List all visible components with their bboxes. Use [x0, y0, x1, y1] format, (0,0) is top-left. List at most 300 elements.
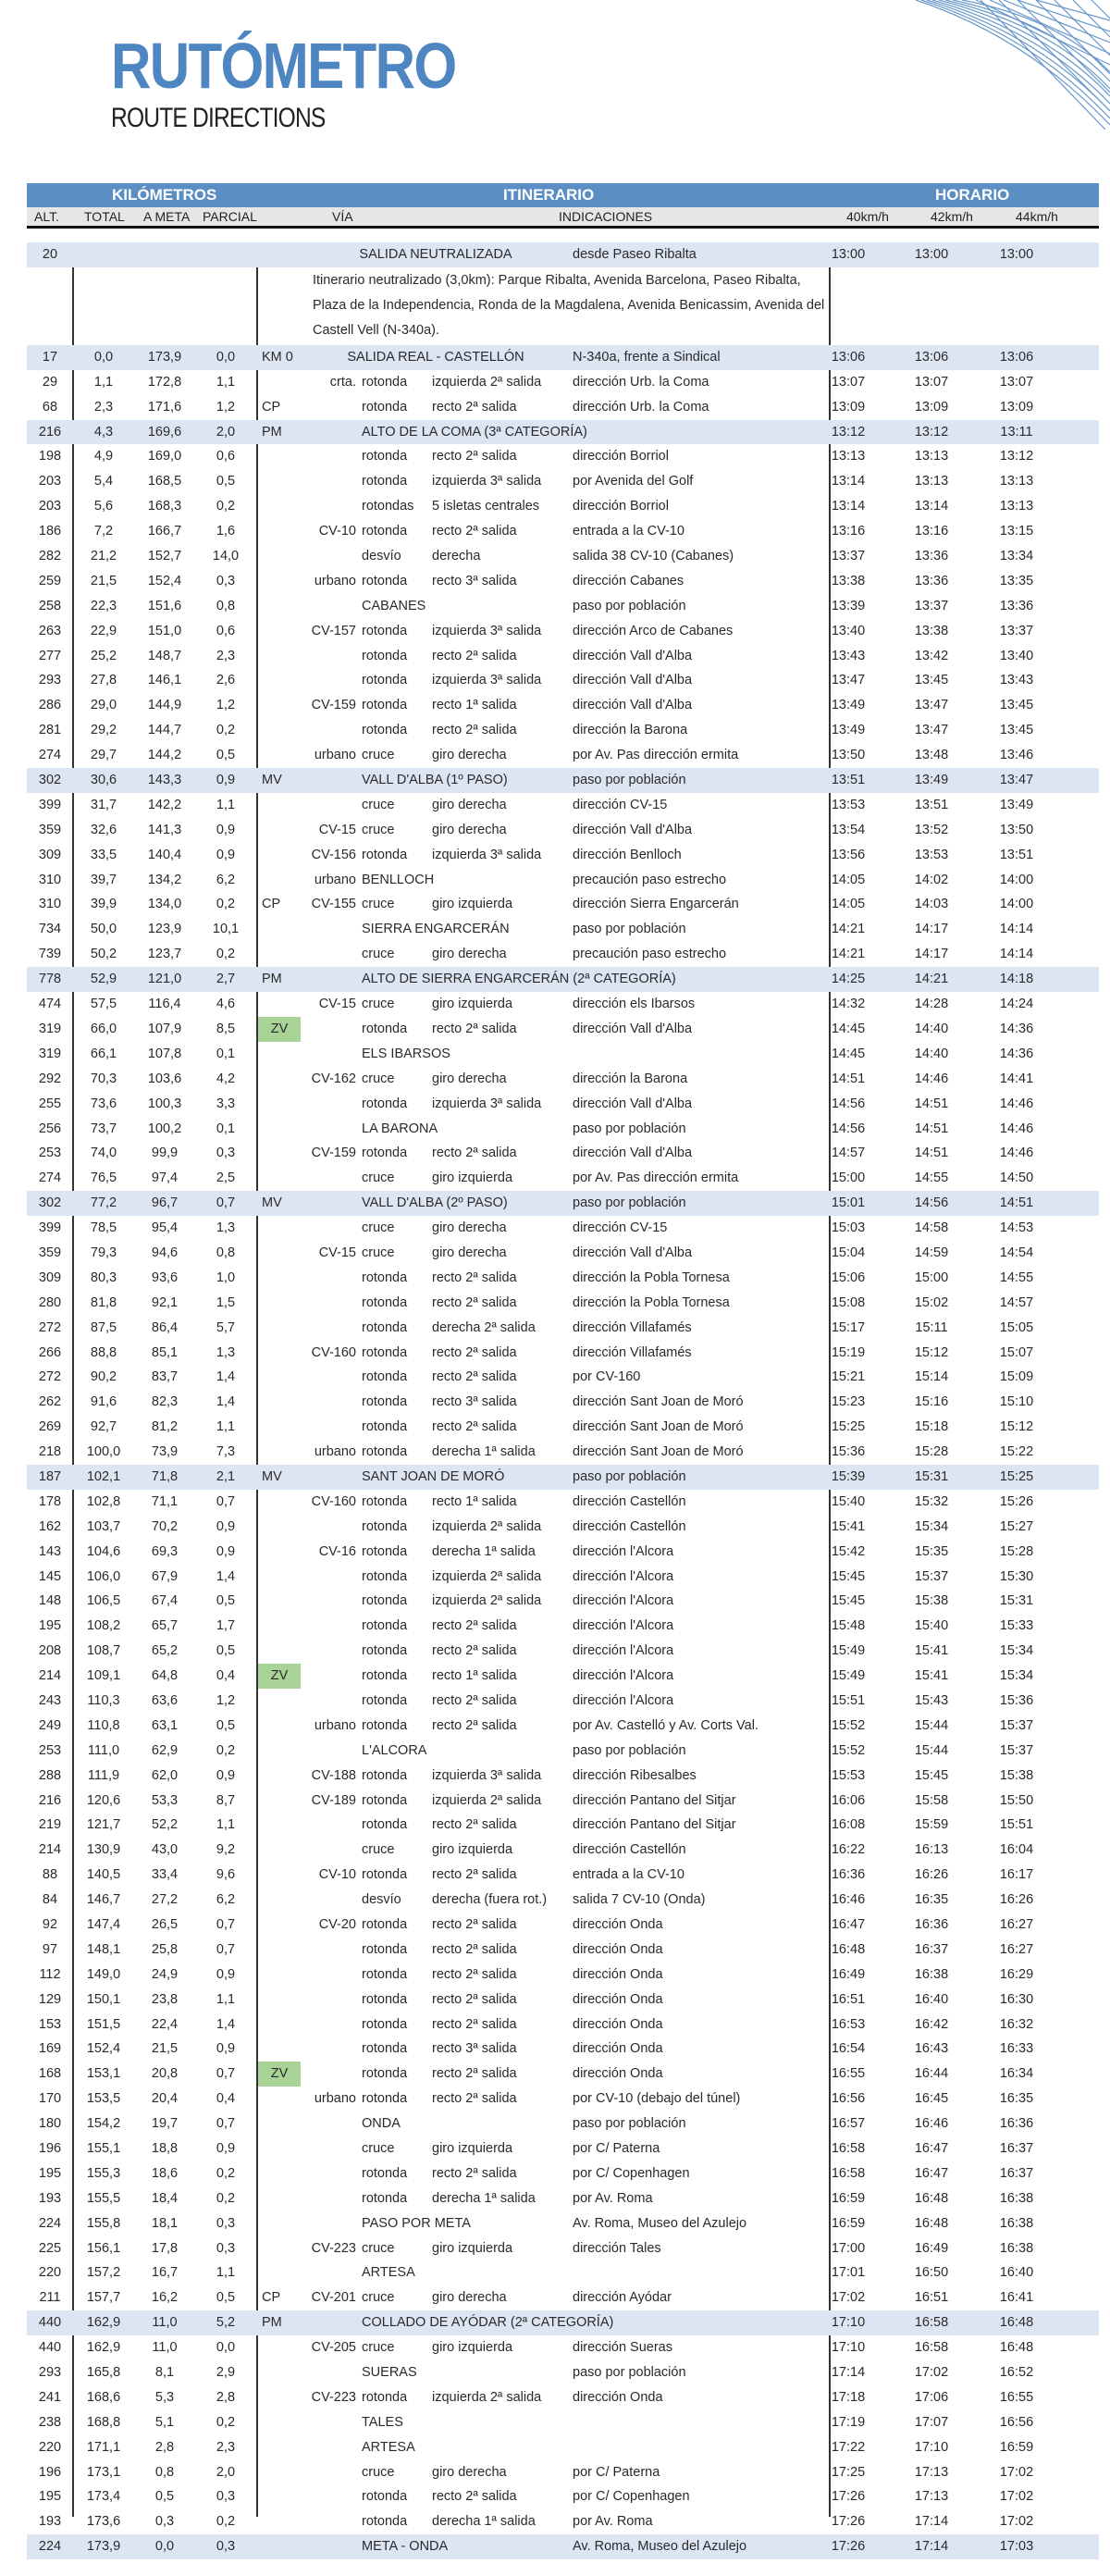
cell-action: giro izquierda — [432, 897, 513, 912]
col-alt: ALT. — [34, 209, 59, 224]
cell-time-44: 13:12 — [999, 449, 1034, 464]
cell-alt: 97 — [42, 1941, 58, 1957]
cell-parcial: 1,1 — [216, 2265, 236, 2281]
table-row — [27, 2186, 1099, 2211]
cell-time-42: 14:51 — [914, 1146, 949, 1161]
table-row — [27, 1639, 1099, 1664]
cell-a-meta: 26,5 — [151, 1917, 179, 1932]
cell-time-40: 17:26 — [831, 2514, 866, 2530]
table-row — [27, 1589, 1099, 1614]
cell-parcial: 2,9 — [216, 2365, 236, 2381]
cell-direction: dirección l'Alcora — [573, 1543, 674, 1559]
cell-alt: 208 — [38, 1643, 62, 1659]
cell-time-44: 14:46 — [999, 1146, 1034, 1161]
cell-alt: 129 — [38, 1991, 62, 2007]
cell-direction: por Av. Roma — [573, 2190, 653, 2206]
cell-a-meta: 123,9 — [147, 922, 182, 937]
cell-a-meta: 0,8 — [154, 2464, 175, 2480]
cell-type: rotonda — [362, 1941, 408, 1957]
table-row — [27, 544, 1099, 569]
cell-parcial: 0,3 — [216, 573, 236, 588]
cell-a-meta: 16,2 — [151, 2290, 179, 2306]
cell-time-44: 13:51 — [999, 847, 1034, 862]
cell-total: 87,5 — [90, 1319, 117, 1335]
cell-a-meta: 82,3 — [151, 1394, 179, 1410]
cell-alt: 203 — [38, 474, 62, 489]
cell-total: 151,5 — [86, 2016, 121, 2032]
cell-total: 100,0 — [86, 1444, 121, 1460]
table-row — [27, 1440, 1099, 1465]
cell-a-meta: 65,2 — [151, 1643, 179, 1659]
cell-time-40: 16:58 — [831, 2141, 866, 2157]
cell-time-40: 15:48 — [831, 1618, 866, 1634]
table-row — [27, 892, 1099, 917]
cell-time-44: 15:34 — [999, 1643, 1034, 1659]
cell-time-40: 14:45 — [831, 1046, 866, 1061]
cell-time-44: 15:30 — [999, 1568, 1034, 1584]
cell-alt: 272 — [38, 1369, 62, 1385]
cell-time-40: 16:58 — [831, 2165, 866, 2181]
cell-time-40: 17:26 — [831, 2539, 866, 2555]
cell-action: recto 2ª salida — [432, 1941, 517, 1957]
cell-a-meta: 27,2 — [151, 1892, 179, 1908]
cell-time-44: 13:37 — [999, 623, 1034, 638]
cell-time-44: 14:18 — [999, 972, 1034, 987]
cell-action: izquierda 3ª salida — [432, 474, 542, 489]
cell-direction: dirección Arco de Cabanes — [573, 623, 734, 638]
table-row — [27, 1166, 1099, 1191]
col-via: VÍA — [332, 209, 353, 224]
cell-time-44: 14:53 — [999, 1220, 1034, 1236]
cell-type: cruce — [362, 748, 395, 763]
table-row — [27, 2385, 1099, 2410]
cell-alt: 220 — [38, 2265, 62, 2281]
cell-type: rotonda — [362, 723, 408, 738]
cell-time-40: 15:51 — [831, 1692, 866, 1708]
cell-time-40: 16:06 — [831, 1792, 866, 1808]
cell-parcial: 0,5 — [216, 1593, 236, 1609]
cell-parcial: 0,6 — [216, 449, 236, 464]
table-row — [27, 693, 1099, 718]
cell-total: 27,8 — [90, 673, 117, 688]
cell-time-42: 15:32 — [914, 1493, 949, 1509]
cell-landmark: SIERRA ENGARCERÁN — [362, 922, 510, 937]
cell-time-42: 13:14 — [914, 499, 949, 514]
table-row — [27, 1092, 1099, 1117]
cell-alt: 169 — [38, 2041, 62, 2057]
cell-alt: 225 — [38, 2240, 62, 2256]
cell-time-42: 15:02 — [914, 1294, 949, 1310]
cell-alt: 249 — [38, 1717, 62, 1733]
table-row — [27, 594, 1099, 619]
cell-time-44: 15:33 — [999, 1618, 1034, 1634]
cell-time-44: 13:45 — [999, 698, 1034, 713]
cell-type: rotonda — [362, 524, 408, 539]
table-row — [27, 519, 1099, 544]
cell-time-42: 16:50 — [914, 2265, 949, 2281]
header-divider — [27, 226, 1099, 229]
cell-direction: dirección l'Alcora — [573, 1643, 674, 1659]
cell-total: 108,2 — [86, 1618, 121, 1634]
cell-time-44: 15:10 — [999, 1394, 1034, 1410]
cell-direction: N-340a, frente a Sindical — [573, 349, 721, 365]
cell-action: recto 2ª salida — [432, 2016, 517, 2032]
cell-a-meta: 141,3 — [147, 822, 182, 837]
cell-total: 21,2 — [90, 549, 117, 564]
cell-total: 106,0 — [86, 1568, 121, 1584]
cell-a-meta: 64,8 — [151, 1668, 179, 1684]
cell-parcial: 0,4 — [216, 1668, 236, 1684]
cell-time-44: 14:36 — [999, 1021, 1034, 1036]
col-indicaciones: INDICACIONES — [559, 209, 653, 224]
cell-time-44: 14:41 — [999, 1071, 1034, 1086]
cell-time-42: 13:47 — [914, 698, 949, 713]
cell-parcial: 0,2 — [216, 2514, 236, 2530]
cell-action: izquierda 2ª salida — [432, 2389, 542, 2405]
cell-action: izquierda 2ª salida — [432, 1518, 542, 1534]
cell-type: rotonda — [362, 1966, 408, 1982]
cell-action: recto 1ª salida — [432, 1668, 517, 1684]
cell-alt: 263 — [38, 623, 62, 638]
cell-parcial: 0,2 — [216, 947, 236, 962]
cell-a-meta: 23,8 — [151, 1991, 179, 2007]
table-row — [27, 1963, 1099, 1988]
cell-action: derecha — [432, 549, 481, 564]
cell-alt: 440 — [38, 2315, 62, 2331]
cell-alt: 243 — [38, 1692, 62, 1708]
cell-alt: 266 — [38, 1344, 62, 1360]
cell-parcial: 0,9 — [216, 2041, 236, 2057]
cell-time-42: 13:47 — [914, 723, 949, 738]
cell-a-meta: 85,1 — [151, 1344, 179, 1360]
cell-total: 102,8 — [86, 1493, 121, 1509]
cell-total: 173,1 — [86, 2464, 121, 2480]
cell-total: 155,1 — [86, 2141, 121, 2157]
cell-direction: dirección Villafamés — [573, 1319, 692, 1335]
cell-direction: entrada a la CV-10 — [573, 524, 684, 539]
cell-time-40: 17:01 — [831, 2265, 866, 2281]
cell-time-44: 16:36 — [999, 2116, 1034, 2132]
cell-parcial: 0,7 — [216, 2116, 236, 2132]
cell-action: recto 2ª salida — [432, 1966, 517, 1982]
cell-alt: 241 — [38, 2389, 62, 2405]
cell-direction: dirección l'Alcora — [573, 1593, 674, 1609]
cell-type: cruce — [362, 1220, 395, 1236]
cell-total: 91,6 — [90, 1394, 117, 1410]
table-row — [27, 2509, 1099, 2534]
cell-action: giro izquierda — [432, 997, 513, 1012]
cell-total: 81,8 — [90, 1294, 117, 1310]
cell-type: rotonda — [362, 374, 408, 390]
cell-total: 111,9 — [87, 1767, 120, 1783]
cell-via: urbano — [314, 1717, 356, 1733]
cell-type: rotonda — [362, 1792, 408, 1808]
cell-alt: 224 — [38, 2215, 62, 2231]
cell-marker: PM — [262, 972, 282, 987]
cell-time-42: 15:41 — [914, 1643, 949, 1659]
cell-alt: 281 — [38, 723, 62, 738]
cell-parcial: 0,2 — [216, 2165, 236, 2181]
table-row — [27, 1565, 1099, 1590]
cell-action: recto 2ª salida — [432, 399, 517, 415]
cell-direction: dirección Sant Joan de Moró — [573, 1444, 744, 1460]
table-row — [27, 2410, 1099, 2435]
cell-a-meta: 169,6 — [147, 424, 182, 440]
cell-a-meta: 134,2 — [147, 872, 182, 887]
cell-alt: 399 — [38, 797, 62, 812]
cell-time-44: 15:09 — [999, 1369, 1034, 1385]
cell-time-40: 13:07 — [831, 374, 866, 390]
cell-alt: 211 — [39, 2290, 61, 2306]
cell-time-44: 13:36 — [999, 598, 1034, 613]
cell-total: 109,1 — [86, 1668, 121, 1684]
table-row — [27, 1316, 1099, 1341]
cell-via: CV-155 — [311, 897, 356, 912]
cell-total: 73,6 — [90, 1096, 117, 1111]
cell-type: rotonda — [362, 1817, 408, 1833]
cell-time-42: 15:44 — [914, 1742, 949, 1758]
cell-via: urbano — [314, 748, 356, 763]
table-row — [27, 2062, 1099, 2087]
cell-time-44: 16:33 — [999, 2041, 1034, 2057]
cell-total: 77,2 — [90, 1195, 117, 1211]
cell-time-42: 15:31 — [914, 1468, 949, 1484]
cell-time-42: 16:40 — [914, 1991, 949, 2007]
cell-time-40: 17:00 — [831, 2240, 866, 2256]
cell-a-meta: 134,0 — [147, 897, 182, 912]
cell-action: recto 2ª salida — [432, 2165, 517, 2181]
cell-total: 111,0 — [87, 1742, 120, 1758]
cell-a-meta: 151,0 — [147, 623, 182, 638]
cell-parcial: 0,7 — [216, 1195, 236, 1211]
cell-alt: 143 — [38, 1543, 62, 1559]
cell-landmark: META - ONDA — [362, 2539, 449, 2555]
cell-parcial: 6,2 — [216, 872, 236, 887]
cell-direction: desde Paseo Ribalta — [573, 247, 697, 262]
cell-type: desvío — [362, 549, 401, 564]
cell-alt: 92 — [42, 1917, 58, 1932]
cell-total: 110,8 — [87, 1717, 120, 1733]
cell-landmark: COLLADO DE AYÓDAR (2ª CATEGORÍA) — [362, 2315, 614, 2331]
cell-time-44: 15:50 — [999, 1792, 1034, 1808]
cell-time-42: 13:49 — [914, 773, 949, 788]
cell-alt: 17 — [42, 349, 58, 365]
cell-direction: dirección CV-15 — [573, 1220, 668, 1236]
cell-parcial: 0,5 — [216, 1643, 236, 1659]
cell-direction: por Av. Pas dirección ermita — [573, 748, 739, 763]
cell-time-42: 16:38 — [914, 1966, 949, 1982]
cell-alt: 238 — [38, 2414, 62, 2430]
cell-type: rotonda — [362, 1344, 408, 1360]
table-row — [27, 1042, 1099, 1067]
cell-direction: dirección Benlloch — [573, 847, 682, 862]
cell-time-44: 16:37 — [999, 2165, 1034, 2181]
cell-via: CV-159 — [311, 1146, 356, 1161]
cell-total: 120,6 — [86, 1792, 121, 1808]
cell-action: giro derecha — [432, 1245, 507, 1260]
cell-via: CV-16 — [318, 1543, 356, 1559]
table-row — [27, 2211, 1099, 2236]
cell-time-42: 15:34 — [914, 1518, 949, 1534]
cell-a-meta: 21,5 — [151, 2041, 179, 2057]
cell-time-40: 13:50 — [831, 748, 866, 763]
cell-action: izquierda 3ª salida — [432, 847, 542, 862]
cell-total: 66,1 — [90, 1046, 117, 1061]
cell-alt: 253 — [38, 1742, 62, 1758]
cell-time-40: 15:04 — [831, 1245, 866, 1260]
cell-parcial: 0,7 — [216, 1917, 236, 1932]
cell-total: 5,6 — [93, 499, 114, 514]
cell-alt: 168 — [38, 2066, 62, 2082]
cell-time-40: 13:38 — [831, 573, 866, 588]
cell-marker: ZV — [258, 2062, 301, 2087]
cell-total: 103,7 — [86, 1518, 121, 1534]
cell-parcial: 0,2 — [216, 723, 236, 738]
cell-landmark: LA BARONA — [362, 1121, 438, 1136]
cell-direction: dirección Vall d'Alba — [573, 698, 693, 713]
cell-type: rotonda — [362, 1493, 408, 1509]
table-row — [27, 843, 1099, 868]
table-row — [27, 2260, 1099, 2285]
table-row — [27, 1540, 1099, 1565]
cell-alt: 196 — [38, 2464, 62, 2480]
cell-time-40: 17:19 — [831, 2414, 866, 2430]
cell-type: rotonda — [362, 1369, 408, 1385]
cell-direction: dirección Ribesalbes — [573, 1767, 697, 1783]
cell-parcial: 1,1 — [216, 1419, 236, 1435]
cell-type: rotonda — [362, 2041, 408, 2057]
decorative-wave-lines-icon — [888, 0, 1110, 130]
table-row — [27, 494, 1099, 519]
cell-time-40: 15:52 — [831, 1742, 866, 1758]
table-row — [27, 395, 1099, 420]
cell-time-40: 15:23 — [831, 1394, 866, 1410]
cell-time-42: 17:13 — [914, 2489, 949, 2505]
cell-alt: 214 — [38, 1842, 62, 1858]
cell-time-42: 16:43 — [914, 2041, 949, 2057]
cell-time-44: 16:34 — [999, 2066, 1034, 2082]
cell-a-meta: 96,7 — [151, 1195, 179, 1211]
cell-direction: dirección Onda — [573, 1941, 663, 1957]
cell-a-meta: 5,1 — [154, 2414, 175, 2430]
cell-time-40: 15:41 — [831, 1518, 866, 1534]
cell-direction: por CV-10 (debajo del túnel) — [573, 2091, 741, 2107]
table-row — [27, 1191, 1099, 1216]
cell-time-40: 15:08 — [831, 1294, 866, 1310]
cell-alt: 310 — [38, 897, 62, 912]
cell-total: 29,0 — [90, 698, 117, 713]
table-row — [27, 345, 1099, 370]
cell-time-42: 16:42 — [914, 2016, 949, 2032]
cell-parcial: 2,3 — [216, 648, 236, 663]
cell-a-meta: 24,9 — [151, 1966, 179, 1982]
cell-parcial: 1,2 — [216, 399, 236, 415]
cell-via: CV-15 — [318, 997, 356, 1012]
cell-total: 162,9 — [86, 2315, 121, 2331]
cell-a-meta: 143,3 — [147, 773, 182, 788]
cell-time-44: 14:46 — [999, 1096, 1034, 1111]
cell-via: urbano — [314, 872, 356, 887]
cell-via: CV-160 — [311, 1344, 356, 1360]
cell-alt: 474 — [38, 997, 62, 1012]
cell-parcial: 2,0 — [216, 2464, 236, 2480]
cell-alt: 195 — [38, 2165, 62, 2181]
cell-total: 173,6 — [86, 2514, 121, 2530]
cell-a-meta: 99,9 — [151, 1146, 179, 1161]
cell-time-40: 15:21 — [831, 1369, 866, 1385]
cell-marker: MV — [262, 773, 282, 788]
cell-time-42: 15:58 — [914, 1792, 949, 1808]
cell-direction: Av. Roma, Museo del Azulejo — [573, 2539, 747, 2555]
cell-total: 162,9 — [86, 2340, 121, 2356]
cell-action: izquierda 3ª salida — [432, 623, 542, 638]
cell-alt: 359 — [38, 1245, 62, 1260]
cell-landmark: SALIDA NEUTRALIZADA — [359, 247, 512, 262]
cell-direction: dirección Sant Joan de Moró — [573, 1394, 744, 1410]
cell-alt: 302 — [38, 1195, 62, 1211]
cell-marker: MV — [262, 1195, 282, 1211]
cell-alt: 112 — [39, 1966, 61, 1982]
cell-direction: dirección Pantano del Sitjar — [573, 1817, 736, 1833]
table-row — [27, 1141, 1099, 1166]
cell-via: CV-160 — [311, 1493, 356, 1509]
cell-time-40: 13:43 — [831, 648, 866, 663]
table-row — [27, 2310, 1099, 2335]
cell-parcial: 0,7 — [216, 2066, 236, 2082]
cell-type: desvío — [362, 1892, 401, 1908]
cell-action: derecha 1ª salida — [432, 2190, 536, 2206]
cell-time-40: 16:59 — [831, 2215, 866, 2231]
cell-time-42: 17:13 — [914, 2464, 949, 2480]
cell-action: giro izquierda — [432, 1842, 513, 1858]
cell-action: izquierda 2ª salida — [432, 1792, 542, 1808]
cell-alt: 309 — [38, 847, 62, 862]
cell-parcial: 0,2 — [216, 2190, 236, 2206]
cell-alt: 258 — [38, 598, 62, 613]
col-parcial: PARCIAL — [203, 209, 257, 224]
cell-total: 168,6 — [86, 2389, 121, 2405]
cell-landmark: CABANES — [362, 598, 426, 613]
cell-landmark: ONDA — [362, 2116, 401, 2132]
cell-parcial: 6,2 — [216, 1892, 236, 1908]
table-row — [27, 2534, 1099, 2559]
cell-alt: 20 — [42, 247, 58, 262]
cell-a-meta: 8,1 — [154, 2365, 175, 2381]
group-schedule: HORARIO — [935, 186, 1010, 204]
cell-action: recto 2ª salida — [432, 1294, 517, 1310]
cell-type: rotonda — [362, 698, 408, 713]
cell-alt: 162 — [38, 1518, 62, 1534]
table-row — [27, 1789, 1099, 1814]
cell-parcial: 1,2 — [216, 698, 236, 713]
cell-parcial: 0,3 — [216, 2489, 236, 2505]
cell-direction: dirección els Ibarsos — [573, 997, 696, 1012]
cell-type: rotondas — [362, 499, 414, 514]
cell-type: rotonda — [362, 1319, 408, 1335]
cell-type: cruce — [362, 1842, 395, 1858]
cell-type: cruce — [362, 1071, 395, 1086]
cell-time-42: 16:37 — [914, 1941, 949, 1957]
table-row — [27, 2285, 1099, 2310]
cell-time-44: 15:26 — [999, 1493, 1034, 1509]
cell-parcial: 1,1 — [216, 374, 236, 390]
cell-alt: 148 — [38, 1593, 62, 1609]
cell-a-meta: 0,0 — [154, 2539, 175, 2555]
cell-a-meta: 63,1 — [151, 1717, 179, 1733]
cell-total: 155,8 — [86, 2215, 121, 2231]
cell-direction: dirección Villafamés — [573, 1344, 692, 1360]
cell-time-40: 17:02 — [831, 2290, 866, 2306]
